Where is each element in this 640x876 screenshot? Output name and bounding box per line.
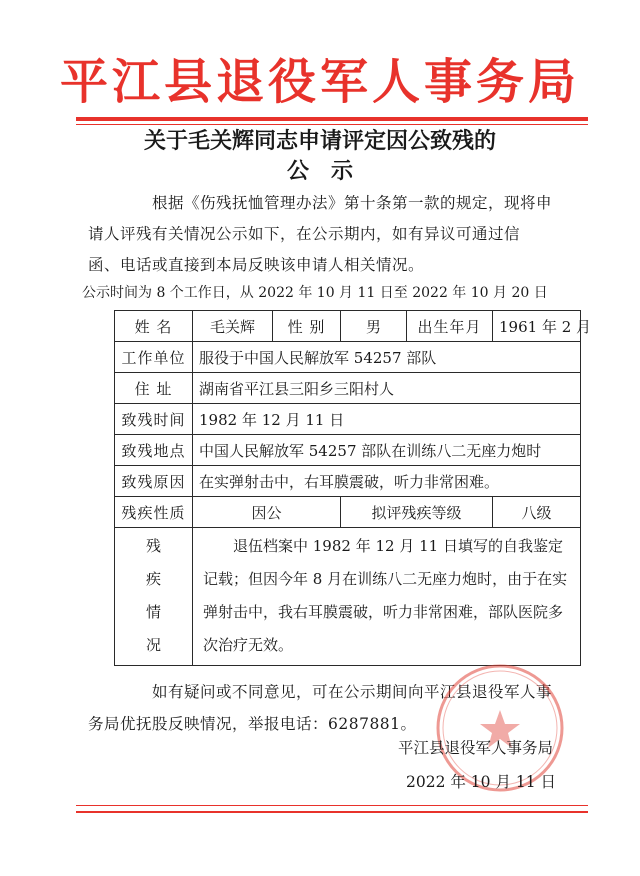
intro-line-3: 函、电话或直接到本局反映该申请人相关情况。 — [88, 256, 425, 274]
table-row — [115, 528, 581, 666]
table-row — [115, 373, 581, 404]
document-title-line2: 公 示 — [286, 158, 353, 184]
disability-cause-label: 致残原因 — [115, 466, 193, 497]
table-row — [115, 404, 581, 435]
situation-label-char: 情 — [145, 603, 161, 621]
situation-label-char: 况 — [145, 636, 161, 654]
closing-line-1: 如有疑问或不同意见，可在公示期间向平江县退役军人事 — [152, 683, 553, 701]
header-red-rule-thick — [76, 117, 588, 121]
table-row — [115, 466, 581, 497]
disability-time-label: 致残时间 — [115, 404, 193, 435]
proposed-grade-value: 八级 — [493, 497, 581, 528]
disability-place-value: 中国人民解放军 54257 部队在训练八二无座力炮时 — [193, 435, 581, 466]
proposed-grade-label: 拟评残疾等级 — [341, 497, 493, 528]
work-value: 服役于中国人民解放军 54257 部队 — [193, 342, 581, 373]
intro-paragraph — [88, 188, 590, 281]
disability-time-value: 1982 年 12 月 11 日 — [193, 404, 581, 435]
document-title-line1: 关于毛关辉同志申请评定因公致残的 — [143, 128, 496, 154]
intro-line-1: 根据《伤残抚恤管理办法》第十条第一款的规定，现将申 — [152, 194, 553, 212]
disability-place-label: 致残地点 — [115, 435, 193, 466]
disability-situation-value: 退伍档案中 1982 年 12 月 11 日填写的自我鉴定记载；但因今年 8 月在训练八二无座力炮时，由于在实弹射击中，我右耳膜震破，听力非常困难，部队医院多次治疗无效。 — [193, 528, 581, 666]
applicant-info-table — [114, 310, 592, 666]
work-label: 工作单位 — [115, 342, 193, 373]
disability-nature-value: 因公 — [193, 497, 341, 528]
name-value: 毛关辉 — [193, 311, 273, 342]
agency-header-title: 平江县退役军人事务局 — [59, 54, 580, 110]
situation-label-char: 疾 — [145, 570, 161, 588]
birth-label: 出生年月 — [407, 311, 493, 342]
birth-value: 1961 年 2 月 — [493, 311, 581, 342]
gender-label: 性 别 — [273, 311, 341, 342]
disability-nature-label: 残疾性质 — [115, 497, 193, 528]
gender-value: 男 — [341, 311, 407, 342]
address-label: 住 址 — [115, 373, 193, 404]
intro-line-2: 请人评残有关情况公示如下，在公示期内，如有异议可通过信 — [88, 225, 521, 243]
footer-red-rule-bottom — [76, 811, 588, 813]
table-row — [115, 311, 581, 342]
disability-situation-label — [115, 528, 193, 666]
issue-date: 2022 年 10 月 11 日 — [406, 773, 557, 791]
table-row — [115, 435, 581, 466]
header-red-rule-thin — [76, 124, 588, 125]
issuer-signature: 平江县退役军人事务局 — [398, 739, 554, 757]
disability-cause-value: 在实弹射击中，右耳膜震破，听力非常困难。 — [193, 466, 581, 497]
notice-period-text: 公示时间为 8 个工作日，从 2022 年 10 月 11 日至 2022 年 10 月 20 日 — [82, 285, 548, 301]
table-row — [115, 497, 581, 528]
table-row — [115, 342, 581, 373]
name-label: 姓 名 — [115, 311, 193, 342]
closing-line-2: 务局优抚股反映情况，举报电话：6287881。 — [88, 715, 417, 733]
address-value: 湖南省平江县三阳乡三阳村人 — [193, 373, 581, 404]
footer-red-rule-top — [76, 805, 588, 806]
situation-label-char: 残 — [145, 537, 161, 555]
